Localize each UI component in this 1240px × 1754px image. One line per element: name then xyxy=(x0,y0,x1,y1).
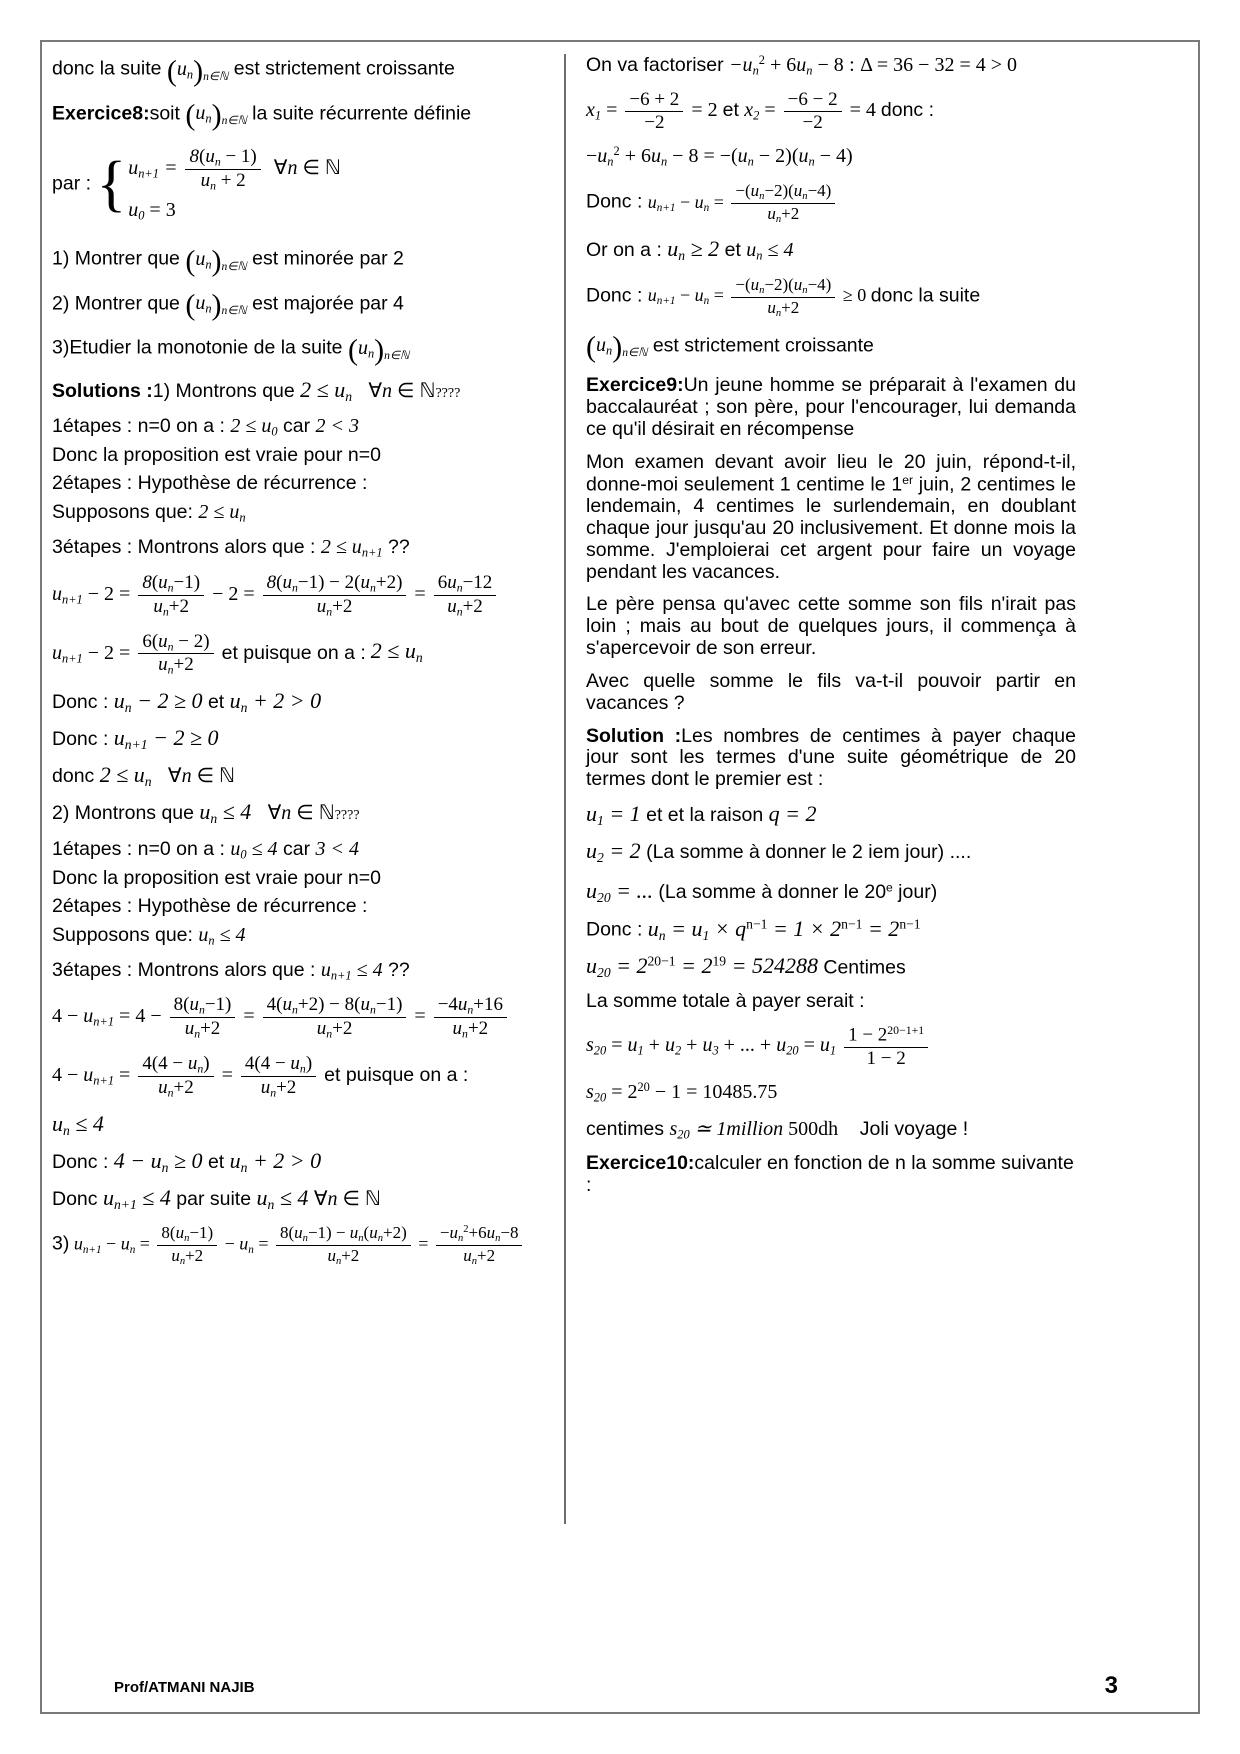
expr-un-minus2-ge0: $u_n - 2 \ge 0$ xyxy=(113,688,203,716)
exercice8-heading xyxy=(52,99,550,133)
etape1-b-text: 1étapes : n=0 on a : xyxy=(52,837,225,860)
expr-u20: $u_{20}$ = ... xyxy=(586,878,653,906)
prop-vraie-n0-b: Donc la proposition est vraie pour n=0 xyxy=(52,866,381,889)
frac-12: $\frac{-u_n^2+6u_n-8}{u_n+2}$ xyxy=(436,1223,523,1268)
prop-vraie-n0: Donc la proposition est vraie pour n=0 xyxy=(52,444,381,467)
donc-label-r1: Donc : xyxy=(586,190,643,213)
item3-label: 3) xyxy=(52,1232,70,1255)
fraction-un1: $\frac{8(u_n - 1)}{u_n + 2}$ xyxy=(185,146,260,193)
donc-croissante-line xyxy=(586,275,1076,320)
ineq-2-le-un: $2 \le u_n$ xyxy=(300,377,353,404)
expr-un-le-4-r: $u_n \le 4$ xyxy=(746,239,794,263)
or-on-a-line xyxy=(586,237,1076,263)
frac-x2: $\frac{-6 - 2}{-2}$ xyxy=(784,89,842,134)
sequence-un-ex8: $(u_n)_{n\in ℕ}$ xyxy=(185,98,247,132)
etape1-line xyxy=(52,415,550,439)
exercice10-line xyxy=(586,1153,1076,1197)
discriminant: Δ = 36 − 32 = 4 > 0 xyxy=(860,54,1018,76)
joli-voyage-text: Joli voyage ! xyxy=(859,1117,969,1140)
factoriser-line: On va factoriser $-u_n^2 + 6u_n - 8$ : Δ = 36 − 32 = 4 > 0 xyxy=(586,53,1018,78)
frac-3: $\frac{6u_n-12}{u_n+2}$ xyxy=(434,572,497,619)
frac-geom-sum: $\frac{1 - 2^{20-1+1}}{1 - 2}$ xyxy=(844,1024,928,1069)
ineq-3-lt-4: 3 < 4 xyxy=(315,837,359,860)
etape3-qq: ?? xyxy=(388,536,410,559)
systeme-recurrence xyxy=(52,143,550,226)
solution-paragraph xyxy=(586,726,1076,791)
brace-system xyxy=(96,143,340,226)
etape3-line-b xyxy=(52,959,550,983)
page-number: 3 xyxy=(1104,1672,1118,1699)
etape1-car: car xyxy=(282,415,311,438)
expr-difference-ge0: $u_{n+1} - u_n$ = $\frac{-(u_n-2)(u_n-4)}{u_n+2}$ ≥ 0 xyxy=(647,274,867,319)
solutions-montrons: 1) Montrons que xyxy=(152,380,295,403)
donc-un1-minus2-ge0 xyxy=(52,726,550,752)
est-croissante-text: est strictement croissante xyxy=(652,334,874,357)
sequence-un-right: $(u_n)_{n\in ℕ}$ xyxy=(586,330,648,364)
frac-diff: $\frac{-(u_n-2)(u_n-4)}{u_n+2}$ xyxy=(731,181,835,226)
expr-quadratic: $-u_n^2 + 6u_n - 8$ xyxy=(729,53,844,78)
solutions-heading: Solutions :1) Montrons que $2 \le u_n$ ∀n ∈ ℕ???? xyxy=(52,377,461,404)
etpuisque-text: et puisque on a : xyxy=(221,641,366,664)
goal-un1-le-4: $u_{n+1} \le 4$ xyxy=(320,958,383,983)
et-label-1: et xyxy=(207,691,225,714)
frac-1: $\frac{8(u_n-1)}{u_n+2}$ xyxy=(138,572,204,619)
frac-diff-2: $\frac{-(u_n-2)(u_n-4)}{u_n+2}$ xyxy=(731,275,835,320)
exercice9-paragraph-1 xyxy=(586,375,1076,440)
concl-2-le-un: $2 \le u_n$ xyxy=(99,762,152,790)
forall-n-2: ∀n ∈ ℕ xyxy=(167,765,235,788)
etape3-text: 3étapes : Montrons alors que : xyxy=(52,536,316,559)
column-divider xyxy=(564,54,566,1524)
expr-un-plus2-gt0: $u_n + 2 > 0$ xyxy=(229,688,322,716)
right-column xyxy=(576,54,1076,1644)
formule-un-line xyxy=(586,916,1076,943)
frac-11: $\frac{8(u_n-1) - u_n(u_n+2)}{u_n+2}$ xyxy=(276,1223,411,1268)
conclusion-centimes-line xyxy=(586,1118,1076,1142)
label-par: par : xyxy=(52,172,92,195)
frac-6: $\frac{4(u_n+2) - 8(u_n-1)}{u_n+2}$ xyxy=(263,994,407,1041)
expr-un-le-4-b: $u_n \le 4$ xyxy=(256,1184,309,1212)
donc-difference-line xyxy=(586,181,1076,226)
equation-somme-s20: $s_{20} = u_1 + u_2 + u_3$ + ... + $u_{20} = u_1$ $\frac{1 - 2^{20-1+1}}{1 - 2}$ xyxy=(586,1024,1076,1069)
question-1-text-b: est minorée par 2 xyxy=(252,247,404,270)
sequence-un-q1: $(u_n)_{n\in ℕ}$ xyxy=(185,244,247,278)
exercice9-question: Avec quelle somme le fils va-t-il pouvoir partir en vacances ? xyxy=(586,669,1076,714)
etape2-hypothese-b: 2étapes : Hypothèse de récurrence : xyxy=(52,894,368,917)
expr-s20-approx: $s_{20}$ ≃ 1million 500dh xyxy=(669,1117,839,1142)
equation-un1-minus2-chain: $u_{n+1} - 2$ = $\frac{8(u_n-1)}{u_n+2}$ − 2 = $\frac{8(u_n-1) - 2(u_n+2)}{u_n+2}$ = $\frac{6u_n-12}{u_n+2}$ xyxy=(52,572,550,619)
sequence-un-q2: $(u_n)_{n\in ℕ}$ xyxy=(185,288,247,322)
expr-difference: $u_{n+1} - u_n$ = $\frac{-(u_n-2)(u_n-4)}{u_n+2}$ xyxy=(648,192,839,212)
exercice9-paragraph-3: Le père pensa qu'avec cette somme son fils n'irait pas loin ; mais au bout de quelques jours, il commença à s'apercevoir de son erreur. xyxy=(586,593,1076,660)
goal-2-le-un1: $2 \le u_{n+1}$ xyxy=(320,536,383,560)
question-1-text-a: 1) Montrer que xyxy=(52,247,180,270)
expr-un-formula: $u_n = u_1 \times q^{n-1} = 1 \times 2^{n-1} = 2^{n-1}$ xyxy=(647,915,921,943)
forall-n-4: ∀n ∈ ℕ xyxy=(313,1187,381,1210)
somme-totale-label: La somme totale à payer serait : xyxy=(586,990,865,1013)
supposons-text-b: Supposons que: xyxy=(52,923,193,946)
ineq-2-lt-3: 2 < 3 xyxy=(315,415,359,438)
text-donc-suite: donc la suite xyxy=(52,57,162,80)
solution-label: Solution : xyxy=(586,724,682,747)
expr-un-ge-2: $u_n \ge 2$ xyxy=(667,236,720,264)
et-label-2: et xyxy=(207,1150,225,1173)
par-suite-label: par suite xyxy=(176,1187,252,1210)
expr-u2: $u_2 = 2$ xyxy=(586,838,641,865)
supposons-text: Supposons que: xyxy=(52,501,193,524)
exercice8-label: Exercice8: xyxy=(52,102,150,125)
or-on-a-text: Or on a : xyxy=(586,239,662,262)
frac-7: $\frac{-4u_n+16}{u_n+2}$ xyxy=(434,994,507,1041)
et-or: et xyxy=(724,239,741,262)
expr-u1: $u_1 = 1$ xyxy=(586,801,641,828)
etape1-text: 1étapes : n=0 on a : xyxy=(52,415,225,438)
etape3-line xyxy=(52,536,550,560)
expr-un1-minus2-ge0: $u_{n+1} - 2 \ge 0$ xyxy=(113,725,219,753)
u20-text-b: jour) xyxy=(892,881,938,904)
donc-label-5: Donc xyxy=(52,1187,98,1210)
question2-montrons: 2) Montrons que $u_n \le 4$ ∀n ∈ ℕ???? xyxy=(52,799,360,827)
text-est-croissante: est strictement croissante xyxy=(233,57,455,80)
solution-text: Les nombres de centimes à payer chaque jour sont les termes d'une suite géométrique de 20 termes dont le premier est : xyxy=(586,724,1076,791)
system-row-1: $u_{n+1}$ = $\frac{8(u_n - 1)}{u_n + 2}$ ∀n ∈ ℕ xyxy=(128,146,341,193)
expr-u20-value: $u_{20} = 2^{20-1} = 2^{19} = 524288$ xyxy=(586,953,818,981)
etape1-b-line xyxy=(52,838,550,862)
roots-line xyxy=(586,89,1076,134)
question-1 xyxy=(52,244,550,278)
question-3 xyxy=(52,333,550,367)
u20-value-line xyxy=(586,954,1076,981)
donc-label-2: Donc : xyxy=(52,728,109,751)
supposons-line xyxy=(52,501,550,525)
supposons-line-b xyxy=(52,924,550,948)
et-roots: et xyxy=(722,99,739,122)
exposant-e: e xyxy=(886,880,893,895)
expr-un-le-4: $u_n \le 4$ xyxy=(52,1110,104,1138)
hypo-un-le4-standalone xyxy=(52,1112,550,1138)
frac-10: $\frac{8(u_n-1)}{u_n+2}$ xyxy=(157,1223,217,1268)
car-3-4: car xyxy=(282,837,311,860)
q2-montrons-text: 2) Montrons que xyxy=(52,802,194,825)
hypo-un-le-4: $u_n \le 4$ xyxy=(198,923,246,947)
equation-4-minus-un1-simplified: $4 - u_{n+1}$ = $\frac{4(4 - u_n)}{u_n+2}$ = $\frac{4(4 - u_n)}{u_n+2}$ et puisque on a : xyxy=(52,1052,469,1100)
solutions-label: Solutions : xyxy=(52,380,153,403)
expr-un1-le-4: $u_{n+1} \le 4$ xyxy=(102,1184,171,1212)
question-2 xyxy=(52,289,550,323)
donc-label-r2: Donc : xyxy=(586,284,643,307)
line-donc-suite-croissante xyxy=(52,54,550,88)
donc-label-r3: Donc : xyxy=(586,918,643,941)
expr-q: q = 2 xyxy=(768,801,817,827)
equation-s20-value: $s_{20} = 2^{20} - 1 = 10485.75$ xyxy=(586,1080,778,1105)
conclusion-minoree xyxy=(52,763,550,789)
centimes-label: Centimes xyxy=(823,956,906,979)
question-2-text-b: est majorée par 4 xyxy=(252,292,404,315)
root-x1: $x_1$ = $\frac{-6 + 2}{-2}$ = 2 xyxy=(586,89,718,134)
conclusion-majoree xyxy=(52,1186,550,1212)
exercice9-paragraph-2 xyxy=(586,452,1076,584)
footer-author: Prof/ATMANI NAJIB xyxy=(114,1679,255,1696)
exposant-er: er xyxy=(902,472,913,487)
factorisation-result: $-u_n^2 + 6u_n - 8 = -(u_n - 2)(u_n - 4)$ xyxy=(586,144,853,169)
root-x2: $x_2$ = $\frac{-6 - 2}{-2}$ = 4 xyxy=(744,89,876,134)
exercice9-text-1: Un jeune homme se préparait à l'examen du baccalauréat ; son père, pour l'encourager, lui demanda ce qu'il désirait en récompense xyxy=(586,374,1076,441)
exercice9-label: Exercice9: xyxy=(586,374,684,397)
donc-la-suite-text: donc la suite xyxy=(870,284,981,307)
etape2-hypothese: 2étapes : Hypothèse de récurrence : xyxy=(52,472,368,495)
page-footer xyxy=(52,1670,1188,1699)
forall-n: ∀n ∈ ℕ xyxy=(368,380,436,403)
equation-4-minus-un1-chain: $4 - u_{n+1} = 4$ − $\frac{8(u_n-1)}{u_n+2}$ = $\frac{4(u_n+2) - 8(u_n-1)}{u_n+2}$ = $\frac{-4u_n+16}{u_n+2}$ xyxy=(52,994,550,1041)
u20-line xyxy=(586,879,1076,905)
ineq-2-le-un-b: $2 \le u_n$ xyxy=(370,638,423,666)
ineq-2-le-u0: $2 \le u_0$ xyxy=(230,415,278,439)
brace-glyph: { xyxy=(96,149,127,218)
expr-un-plus2-gt0-b: $u_n + 2 > 0$ xyxy=(229,1147,322,1175)
exercice9-text-2b: juin, 2 centimes le lendemain, 4 centimes le surlendemain, en doublant chaque jour jusqu'au 20 inclusivement. Et donne mois la somme. J'emploierai cet argent pour faire un voyage pendant les vacances. xyxy=(586,473,1077,583)
u1-raison-text: et et la raison xyxy=(646,804,764,827)
forall-n-3: ∀n ∈ ℕ xyxy=(267,802,335,825)
exercice10-text: calculer en fonction de n la somme suivante : xyxy=(586,1151,1074,1196)
sequence-un: $(u_n)_{n\in ℕ}$ xyxy=(166,54,229,87)
sequence-un-q3: $(u_n)_{n\in ℕ}$ xyxy=(347,333,410,367)
donc-positivity-line-b xyxy=(52,1149,550,1175)
equation-monotonie: 3) $u_{n+1} - u_n$ = $\frac{8(u_n-1)}{u_n+2}$ − $u_n$ = $\frac{8(u_n-1) - u_n(u_n+2)}{u_n+2}$ = $\frac{-u_n^2+6u_n-8}{u_n+2}$ xyxy=(52,1223,550,1268)
etape3-qq-b: ?? xyxy=(388,958,410,981)
u20-text-a: (La somme à donner le 20 xyxy=(658,881,887,904)
donc-label-3: donc xyxy=(52,765,95,788)
exercice10-label: Exercice10: xyxy=(586,1151,695,1174)
exercice8-def: la suite récurrente définie xyxy=(252,102,472,125)
hypo-2-le-un: $2 \le u_n$ xyxy=(198,501,246,525)
page-content xyxy=(52,54,1188,1644)
frac-x1: $\frac{-6 + 2}{-2}$ xyxy=(625,89,683,134)
donc-roots: donc : xyxy=(880,99,934,122)
question-3-text: 3)Etudier la monotonie de la suite xyxy=(52,337,343,360)
u2-line xyxy=(586,839,1076,865)
frac-9: $\frac{4(4 - u_n)}{u_n+2}$ xyxy=(241,1053,316,1100)
suite-croissante-line xyxy=(586,331,1076,365)
donc-label-1: Donc : xyxy=(52,691,109,714)
ineq-u0-le-4: $u_0 \le 4$ xyxy=(230,837,278,861)
frac-8: $\frac{4(4 - u_n)}{u_n+2}$ xyxy=(138,1053,213,1100)
exercice8-soit: soit xyxy=(149,102,180,125)
u1-line xyxy=(586,802,1076,828)
ineq-un-le-4: $u_n \le 4$ xyxy=(199,799,252,827)
factoriser-text: On va factoriser xyxy=(586,54,724,76)
exercice9-text-2a: Mon examen devant avoir lieu le 20 juin, répond-t-il, donne-moi seulement 1 centime le 1 xyxy=(586,450,1076,496)
question-2-text-a: 2) Montrer que xyxy=(52,292,180,315)
etape3-text-b: 3étapes : Montrons alors que : xyxy=(52,958,316,981)
donc-label-4: Donc : xyxy=(52,1150,109,1173)
u2-text: (La somme à donner le 2 iem jour) .... xyxy=(646,841,972,864)
frac-4: $\frac{6(u_n - 2)}{u_n+2}$ xyxy=(138,631,213,678)
equation-un1-minus2-simplified: $u_{n+1} - 2$ = $\frac{6(u_n - 2)}{u_n+2}$ et puisque on a : $2 \le u_n$ xyxy=(52,630,423,677)
etpuisque-text-b: et puisque on a : xyxy=(324,1063,469,1086)
left-column xyxy=(52,54,564,1644)
frac-2: $\frac{8(u_n-1) - 2(u_n+2)}{u_n+2}$ xyxy=(263,572,407,619)
expr-4-minus-un-ge0: $4 - u_n \ge 0$ xyxy=(113,1147,203,1175)
frac-5: $\frac{8(u_n-1)}{u_n+2}$ xyxy=(170,994,236,1041)
donc-positivity-line xyxy=(52,689,550,715)
system-row-2: $u_0 = 3$ xyxy=(128,198,176,223)
centimes-text: centimes xyxy=(586,1117,665,1140)
